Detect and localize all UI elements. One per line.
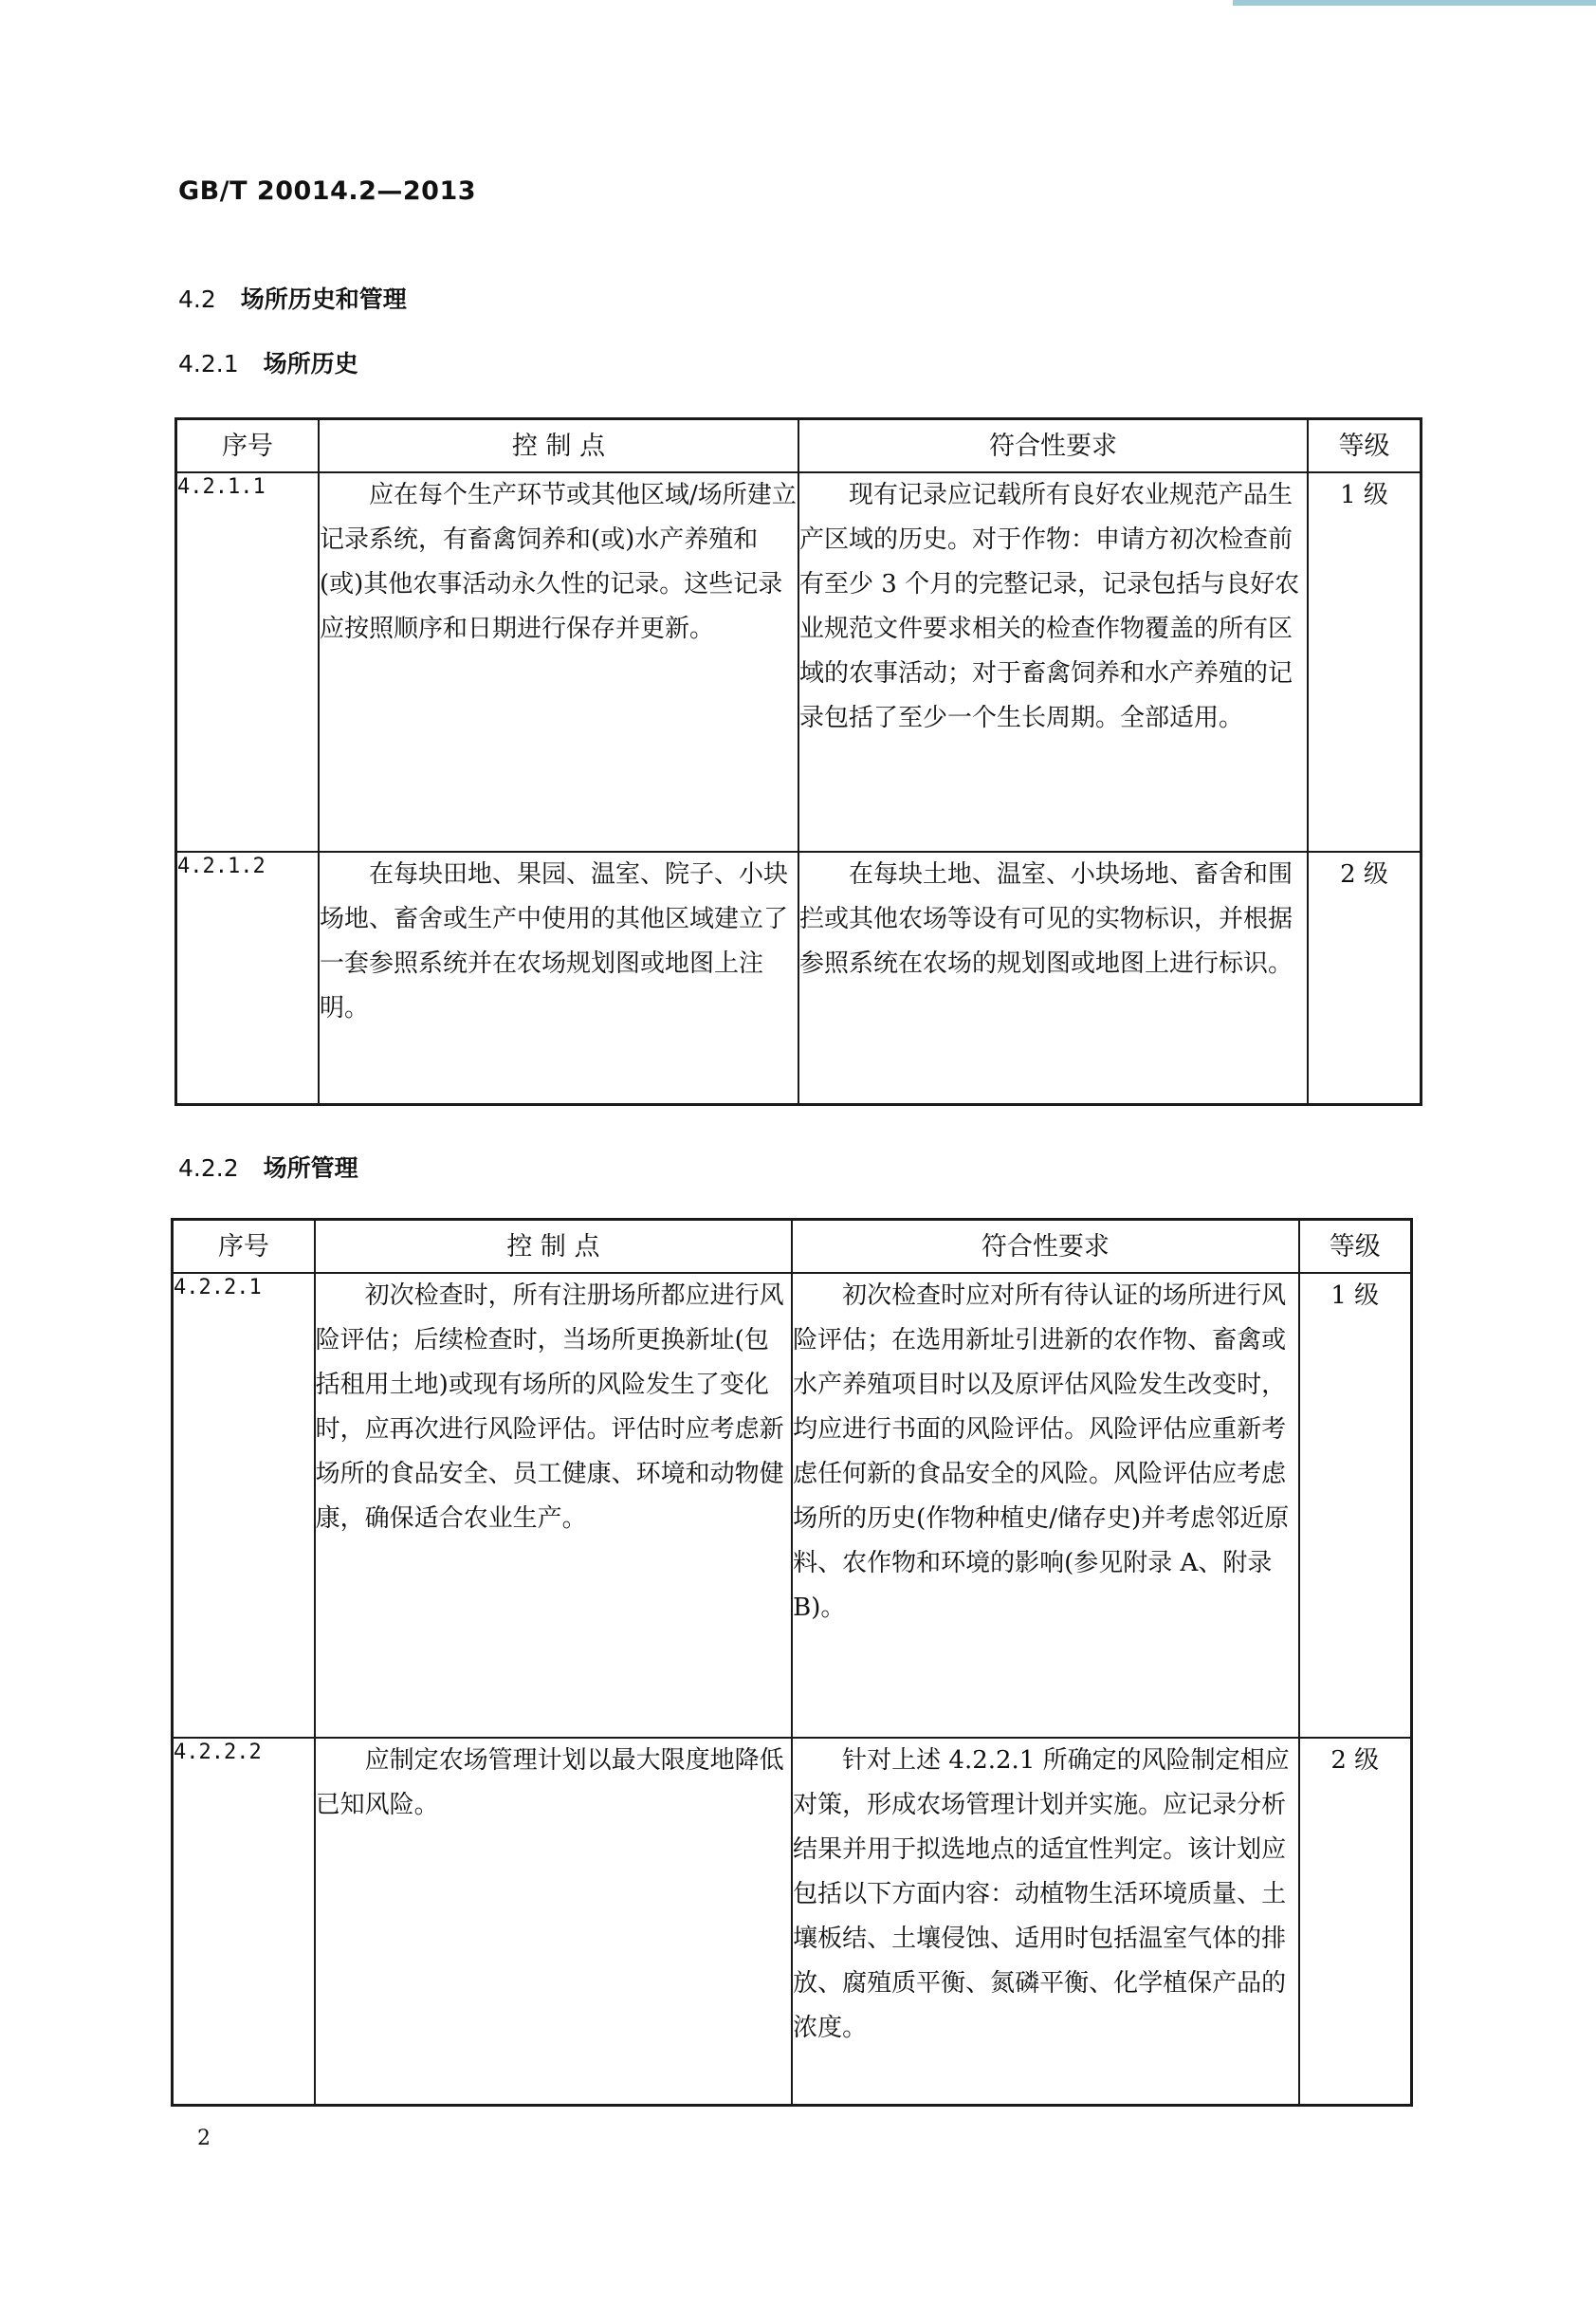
subsection-title: 场所历史 <box>263 350 358 378</box>
row-seq: 4.2.1.1 <box>176 472 320 852</box>
row-control-text: 在每块田地、果园、温室、院子、小块场地、畜舍或生产中使用的其他区域建立了一套参照系统并在农场规划图或地图上注明。 <box>320 860 789 1023</box>
subsection-heading <box>178 345 358 379</box>
column-header-grade: 等级 <box>1299 1220 1412 1274</box>
row-requirement <box>792 1738 1298 2106</box>
row-seq: 4.2.1.2 <box>176 852 320 1105</box>
row-seq: 4.2.2.1 <box>173 1273 315 1738</box>
subsection-heading <box>178 1150 358 1184</box>
column-header-seq: 序号 <box>176 419 320 473</box>
row-control <box>319 472 798 852</box>
subsection-number: 4.2.2 <box>178 1154 239 1182</box>
row-control-text: 应制定农场管理计划以最大限度地降低已知风险。 <box>315 1746 784 1819</box>
row-requirement-text: 在每块土地、温室、小块场地、畜舍和围拦或其他农场等设有可见的实物标识，并根据参照系统在农场的规划图或地图上进行标识。 <box>799 860 1293 978</box>
row-seq: 4.2.2.2 <box>173 1738 315 2106</box>
section-title: 场所历史和管理 <box>240 286 407 313</box>
scan-edge-strip <box>1233 0 1596 6</box>
table-header-row <box>173 1220 1412 1274</box>
standard-code: GB/T 20014.2—2013 <box>178 176 477 206</box>
row-grade: 1 级 <box>1308 472 1422 852</box>
row-requirement-text: 初次检查时应对所有待认证的场所进行风险评估；在选用新址引进新的农作物、畜禽或水产养殖项目时以及原评估风险发生改变时，均应进行书面的风险评估。风险评估应重新考虑任何新的食品安全的风险。风险评估应考虑场所的历史(作物种植史/储存史)并考虑邻近原料、农作物和环境的影响(参见附录 A、附录 B)。 <box>793 1281 1290 1622</box>
column-header-control: 控 制 点 <box>315 1220 792 1274</box>
row-grade: 1 级 <box>1299 1273 1412 1738</box>
column-header-control: 控 制 点 <box>319 419 798 473</box>
row-requirement-text: 针对上述 4.2.2.1 所确定的风险制定相应对策，形成农场管理计划并实施。应记录分析结果并用于拟选地点的适宜性判定。该计划应包括以下方面内容：动植物生活环境质量、土壤板结、土壤侵蚀、适用时包括温室气体的排放、腐殖质平衡、氮磷平衡、化学植保产品的浓度。 <box>793 1746 1290 2042</box>
table-header-row <box>176 419 1422 473</box>
control-point-table <box>174 417 1422 1106</box>
table-row <box>176 472 1422 852</box>
row-grade: 2 级 <box>1308 852 1422 1105</box>
control-point-table <box>171 1218 1413 2107</box>
table-row <box>176 852 1422 1105</box>
row-grade: 2 级 <box>1299 1738 1412 2106</box>
table-row <box>173 1273 1412 1738</box>
column-header-grade: 等级 <box>1308 419 1422 473</box>
table-row <box>173 1738 1412 2106</box>
row-requirement <box>798 472 1308 852</box>
subsection-title: 场所管理 <box>263 1154 358 1182</box>
section-heading <box>178 281 407 315</box>
subsection-number: 4.2.1 <box>178 350 239 378</box>
column-header-seq: 序号 <box>173 1220 315 1274</box>
column-header-requirement: 符合性要求 <box>792 1220 1298 1274</box>
row-requirement <box>792 1273 1298 1738</box>
row-control <box>315 1273 792 1738</box>
section-number: 4.2 <box>178 286 216 313</box>
row-control-text: 初次检查时，所有注册场所都应进行风险评估；后续检查时，当场所更换新址(包括租用土地)或现有场所的风险发生了变化时，应再次进行风险评估。评估时应考虑新场所的食品安全、员工健康、环境和动物健康，确保适合农业生产。 <box>315 1281 784 1533</box>
row-control-text: 应在每个生产环节或其他区域/场所建立记录系统，有畜禽饲养和(或)水产养殖和(或)其他农事活动永久性的记录。这些记录应按照顺序和日期进行保存并更新。 <box>320 481 797 643</box>
page-number: 2 <box>197 2127 211 2150</box>
row-requirement-text: 现有记录应记载所有良好农业规范产品生产区域的历史。对于作物：申请方初次检查前有至少 3 个月的完整记录，记录包括与良好农业规范文件要求相关的检查作物覆盖的所有区域的农事活动；对于畜禽饲养和水产养殖的记录包括了至少一个生长周期。全部适用。 <box>799 481 1300 732</box>
row-requirement <box>798 852 1308 1105</box>
column-header-requirement: 符合性要求 <box>798 419 1308 473</box>
row-control <box>319 852 798 1105</box>
row-control <box>315 1738 792 2106</box>
